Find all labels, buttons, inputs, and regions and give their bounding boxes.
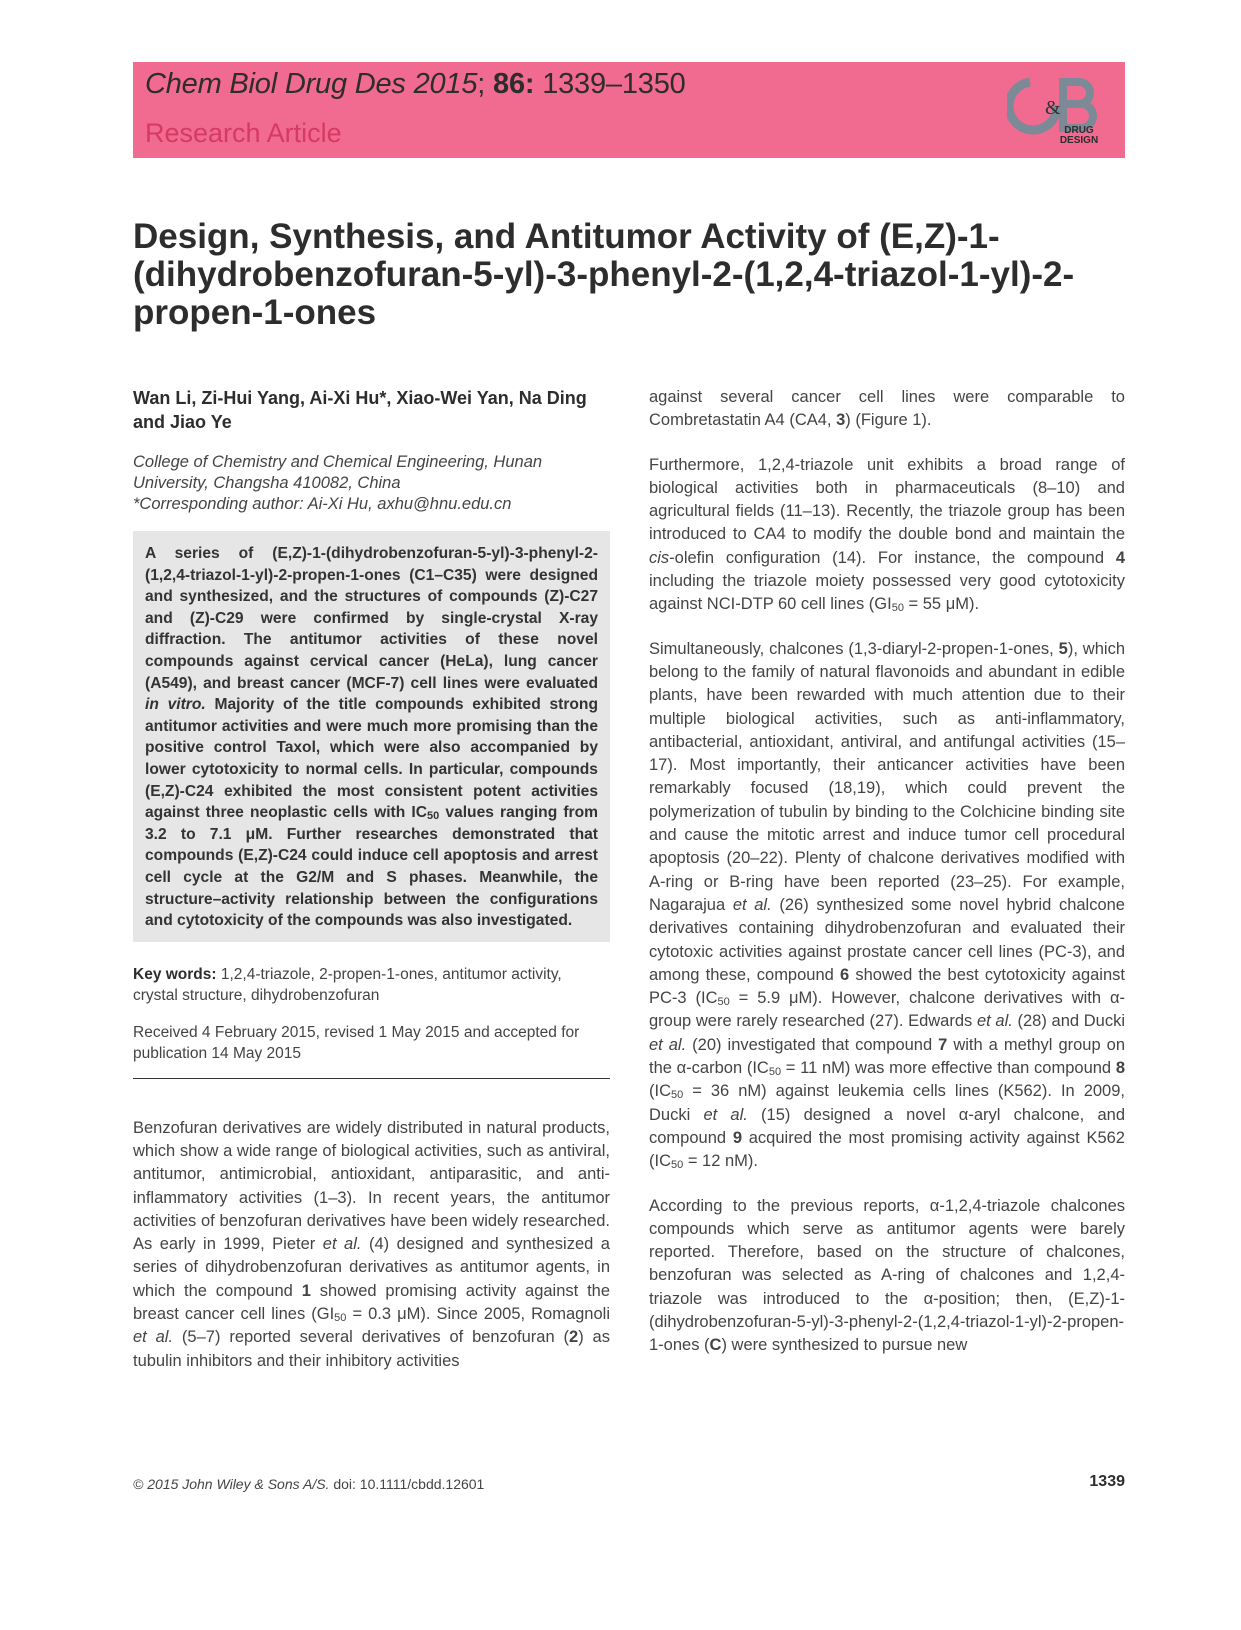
text-run: ) were synthesized to pursue new — [721, 1336, 968, 1355]
copyright-text: © 2015 John Wiley & Sons A/S. — [133, 1476, 330, 1492]
article-title: Design, Synthesis, and Antitumor Activity of (E,Z)-1-(dihydrobenzofuran-5-yl)-3-phenyl-2-(1,2,4-triazol-1-yl)-2-propen-1-ones — [133, 217, 1075, 332]
keywords-label: Key words: — [133, 965, 217, 983]
text-run: (15) designed a novel α-aryl chalcone, and compound — [649, 1105, 1125, 1147]
body-paragraph-3 — [649, 638, 1125, 1174]
text-italic: et al. — [732, 895, 772, 914]
subscript: 50 — [671, 1089, 684, 1102]
text-italic: et al. — [133, 1328, 174, 1347]
citation-separator: ; — [477, 68, 486, 100]
text-run: -olefin configuration (14). For instance, the compound — [669, 548, 1116, 567]
journal-pages: 1339–1350 — [542, 68, 686, 100]
compound-number: 9 — [732, 1128, 742, 1147]
keywords-list: 1,2,4-triazole, 2-propen-1-ones, antitumor activity, crystal structure, dihydrobenzofuran — [133, 965, 562, 1004]
text-run: Furthermore, 1,2,4-triazole unit exhibits a broad range of biological activities both in pharmaceuticals (8–10) and agricultural fields (11–13). Recently, the triazole group has been introduced to CA4 to modify the double bond and maintain the — [649, 455, 1125, 544]
compound-number: 5 — [1058, 639, 1068, 658]
affiliation — [133, 452, 610, 515]
subscript: 50 — [334, 1312, 347, 1325]
compound-number: 4 — [1115, 548, 1125, 567]
logo-caption: DRUG DESIGN — [1059, 125, 1099, 146]
text-run: = 0.3 μM). Since 2005, Romagnoli — [346, 1305, 610, 1324]
text-run: = 11 nM) was more effective than compound — [781, 1059, 1116, 1078]
compound-number: 1 — [301, 1281, 311, 1300]
subscript: 50 — [426, 810, 440, 823]
text-run: showed the best cytotoxicity against PC-3 (IC — [649, 965, 1125, 1008]
body-paragraph-2 — [649, 454, 1125, 617]
article-type: Research Article — [145, 118, 342, 148]
right-column — [649, 386, 1125, 1358]
text-run: ) (Figure 1). — [845, 411, 932, 430]
text-italic: et al. — [322, 1235, 362, 1254]
abstract-text: values ranging from 3.2 to 7.1 μM. Further researches demonstrated that compounds (E,Z)-C24 could induce cell apoptosis and arrest cell cycle at the G2/M and S phases. Meanwhile, the structure–activity relationship between the configurations and cytotoxicity of the compounds was also investigated. — [145, 804, 599, 930]
compound-number: C — [709, 1336, 722, 1355]
abstract-emphasis: in vitro. — [145, 696, 206, 714]
page-number: 1339 — [1089, 1473, 1125, 1490]
text-run: (4) designed and synthesized a series of dihydrobenzofuran derivatives as antitumor agents, in which the compound — [133, 1235, 610, 1300]
text-run: with a methyl group on the α-carbon (IC — [649, 1035, 1125, 1078]
text-run: ) as tubulin inhibitors and their inhibitory activities — [133, 1328, 610, 1370]
text-run: = 36 nM) against leukemia cells lines (K562). In 2009, Ducki — [649, 1082, 1125, 1124]
journal-volume: 86: — [493, 68, 535, 100]
corresponding-author: *Corresponding author: Ai-Xi Hu, axhu@hnu.edu.cn — [133, 495, 512, 513]
journal-name: Chem Biol Drug Des 2015 — [145, 68, 478, 100]
text-run: ), which belong to the family of natural flavonoids and abundant in edible plants, have been rewarded with much attention due to their multiple biological activities, such as anti-inflammatory, antibacterial, antioxidant, antiviral, and antifungal activities (15–17). Most importantly, their anticancer activities have been remarkably focused (18,19), which could prevent the polymerization of tubulin by binding to the Colchicine binding site and cause the mitotic arrest and induce tumor cell procedural apoptosis (20–22). Plenty of chalcone derivatives modified with A-ring or B-ring have been reported (23–25). For example, Nagarajua — [649, 639, 1125, 914]
footer-copyright — [133, 1476, 484, 1492]
abstract-text: A series of (E,Z)-1-(dihydrobenzofuran-5-yl)-3-phenyl-2-(1,2,4-triazol-1-yl)-2-propen-1-ones (C1–C35) were designed and synthesized, and the structures of compounds (Z)-C27 and (Z)-C29 were confirmed by single-crystal X-ray diffraction. The antitumor activities of these novel compounds against cervical cancer (HeLa), lung cancer (A549), and breast cancer (MCF-7) cell lines were evaluated — [145, 545, 598, 692]
text-run: including the triazole moiety possessed very good cytotoxicity against NCI-DTP 60 cell lines (GI — [649, 572, 1125, 614]
text-run: (26) synthesized some novel hybrid chalcone derivatives containing dihydrobenzofuran and evaluated their cytotoxic activities against prostate cancer cell lines (PC-3), and among these, compound — [649, 895, 1125, 984]
abstract-text: Majority of the title compounds exhibited strong antitumor activities and were much more promising than the positive control Taxol, which were also accompanied by lower cytotoxicity to normal cells. In particular, compounds (E,Z)-C24 exhibited the most consistent potent activities against three neoplastic cells with IC — [145, 696, 598, 822]
text-run: against several cancer cell lines were comparable to Combretastatin A4 (CA4, — [649, 388, 1125, 430]
svg-text:&: & — [1045, 97, 1061, 119]
subscript: 50 — [768, 1066, 782, 1079]
abstract-box — [133, 531, 610, 942]
body-paragraph-1 — [649, 386, 1125, 433]
body-paragraph-4 — [649, 1195, 1125, 1358]
compound-number: 2 — [569, 1328, 579, 1347]
intro-paragraph — [133, 1117, 610, 1373]
text-italic: cis — [649, 548, 670, 567]
text-run: According to the previous reports, α-1,2,4-triazole chalcones compounds which serve as antitumor agents were barely reported. Therefore, based on the structure of chalcones, benzofuran was selected as A-ring of chalcones and 1,2,4-triazole was introduced to the α-position; then, (E,Z)-1-(dihydrobenzofuran-5-yl)-3-phenyl-2-(1,2,4-triazol-1-yl)-2-propen-1-ones ( — [649, 1196, 1125, 1355]
text-run: (28) and Ducki — [1012, 1012, 1125, 1031]
text-run: = 55 μM). — [903, 595, 980, 614]
text-italic: et al. — [976, 1012, 1013, 1031]
left-column — [133, 386, 610, 1373]
keywords — [133, 964, 610, 1006]
journal-citation — [145, 68, 686, 101]
doi-text: doi: 10.1111/cbdd.12601 — [329, 1476, 485, 1492]
text-run: = 12 nM). — [683, 1152, 758, 1171]
subscript: 50 — [717, 996, 730, 1009]
compound-number: 6 — [840, 965, 850, 984]
subscript: 50 — [891, 602, 904, 615]
text-run: (20) investigated that compound — [686, 1035, 939, 1054]
text-run: (IC — [649, 1082, 671, 1101]
journal-banner — [133, 62, 1125, 158]
text-italic: et al. — [703, 1105, 748, 1124]
text-run: showed promising activity against the breast cancer cell lines (GI — [133, 1281, 611, 1324]
author-list: Wan Li, Zi-Hui Yang, Ai-Xi Hu*, Xiao-Wei Yan, Na Ding and Jiao Ye — [133, 388, 587, 432]
text-run: Benzofuran derivatives are widely distributed in natural products, which show a wide range of biological activities, such as antiviral, antitumor, antimicrobial, antioxidant, antiparasitic, and anti-inflammatory activities (1–3). In recent years, the antitumor activities of benzofuran derivatives have been widely researched. As early in 1999, Pieter — [133, 1118, 610, 1254]
compound-number: 3 — [836, 411, 846, 430]
affiliation-institution: College of Chemistry and Chemical Engineering, Hunan University, Changsha 410082, China — [133, 453, 543, 492]
subscript: 50 — [671, 1159, 684, 1172]
compound-number: 7 — [938, 1035, 948, 1054]
text-run: acquired the most promising activity against K562 (IC — [649, 1128, 1125, 1171]
text-italic: et al. — [649, 1035, 687, 1054]
text-run: Simultaneously, chalcones (1,3-diaryl-2-propen-1-ones, — [649, 639, 1059, 658]
text-run: = 5.9 μM). However, chalcone derivatives with α-group were rarely researched (27). Edwards — [649, 989, 1125, 1031]
compound-number: 8 — [1115, 1059, 1125, 1078]
received-dates: Received 4 February 2015, revised 1 May 2015 and accepted for publication 14 May 2015 — [133, 1022, 610, 1079]
text-run: (5–7) reported several derivatives of benzofuran ( — [173, 1328, 569, 1347]
